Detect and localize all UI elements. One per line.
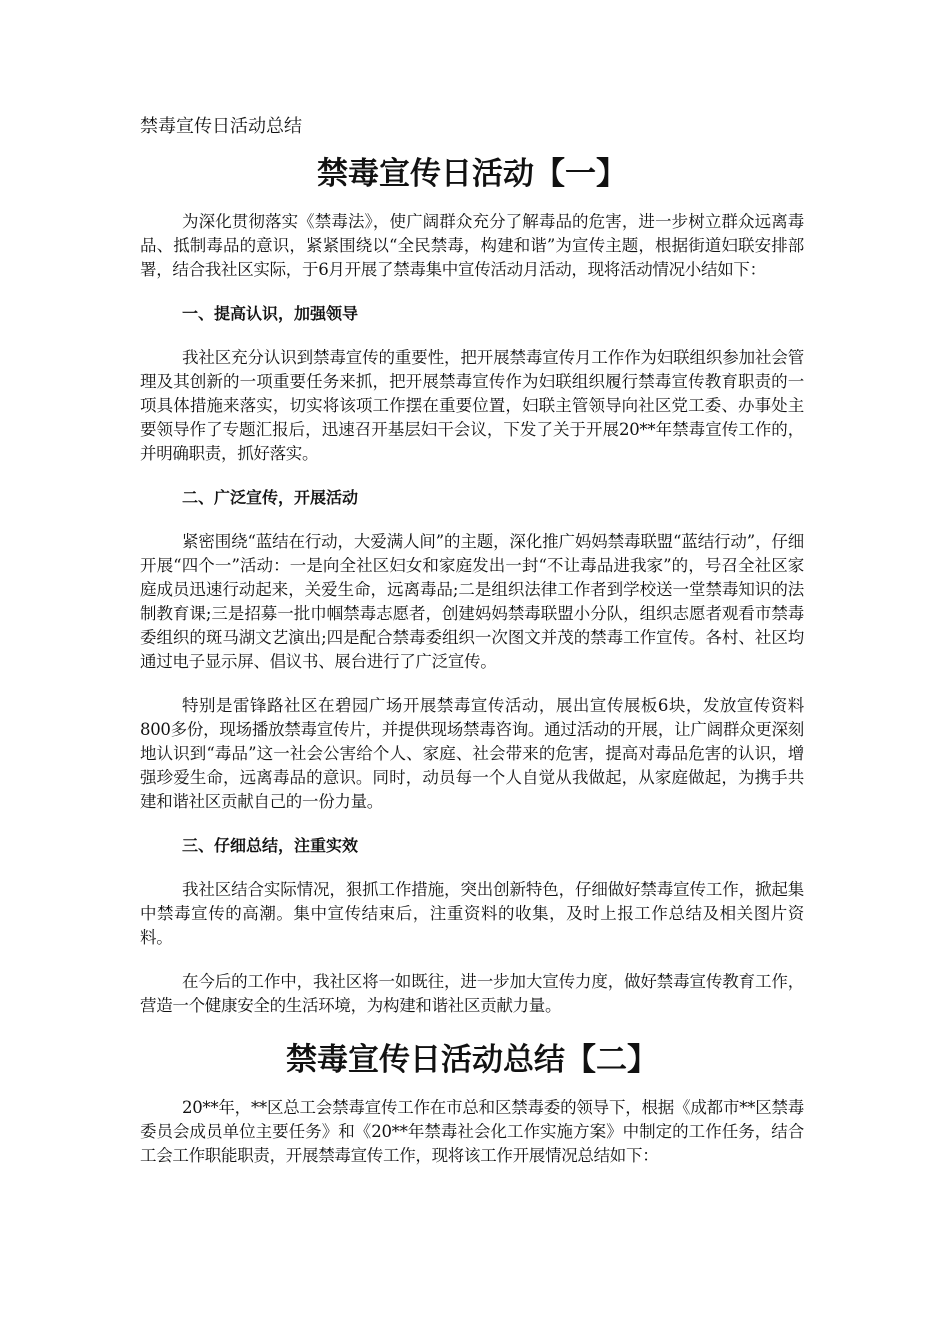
section-2-heading: 禁毒宣传日活动总结【二】 (286, 1042, 658, 1078)
section-1-intro: 为深化贯彻落实《禁毒法》，使广阔群众充分了解毒品的危害，进一步树立群众远离毒品、抵制毒品的意识，紧紧围绕以“全民禁毒，构建和谐”为宣传主题，根据街道妇联安排部署，结合我社区实际，于6月开展了禁毒集中宣传活动月活动，现将活动情况小结如下： (140, 212, 804, 279)
sub-3-paragraph-1: 我社区结合实际情况，狠抓工作措施，突出创新特色，仔细做好禁毒宣传工作，掀起集中禁毒宣传的高潮。集中宣传结束后，注重资料的收集，及时上报工作总结及相关图片资料。 (140, 880, 804, 947)
section-1-heading: 禁毒宣传日活动【一】 (317, 156, 627, 192)
sub-3-paragraph-2: 在今后的工作中，我社区将一如既往，进一步加大宣传力度，做好禁毒宣传教育工作，营造一个健康安全的生活环境，为构建和谐社区贡献力量。 (140, 972, 804, 1015)
section-2-intro: 20**年，**区总工会禁毒宣传工作在市总和区禁毒委的领导下，根据《成都市**区禁毒委员会成员单位主要任务》和《20**年禁毒社会化工作实施方案》中制定的工作任务，结合工会工作职能职责，开展禁毒宣传工作，现将该工作开展情况总结如下： (140, 1098, 804, 1165)
sub-2-paragraph-2: 特别是雷锋路社区在碧园广场开展禁毒宣传活动，展出宣传展板6块，发放宣传资料800多份，现场播放禁毒宣传片，并提供现场禁毒咨询。通过活动的开展，让广阔群众更深刻地认识到“毒品”这一社会公害给个人、家庭、社会带来的危害，提高对毒品危害的认识，增强珍爱生命，远离毒品的意识。同时，动员每一个人自觉从我做起，从家庭做起，为携手共建和谐社区贡献自己的一份力量。 (140, 696, 804, 811)
document-title: 禁毒宣传日活动总结 (140, 116, 302, 137)
sub-heading-2: 二、广泛宣传，开展活动 (182, 488, 359, 507)
document-page (140, 114, 804, 1188)
sub-2-paragraph-1: 紧密围绕“蓝结在行动，大爱满人间”的主题，深化推广妈妈禁毒联盟“蓝结行动”，仔细开展“四个一”活动：一是向全社区妇女和家庭发出一封“不让毒品进我家”的，号召全社区家庭成员迅速行动起来，关爱生命，远离毒品;二是组织法律工作者到学校送一堂禁毒知识的法制教育课;三是招募一批巾帼禁毒志愿者，创建妈妈禁毒联盟小分队，组织志愿者观看市禁毒委组织的斑马湖文艺演出;四是配合禁毒委组织一次图文并茂的禁毒工作宣传。各村、社区均通过电子显示屏、倡议书、展台进行了广泛宣传。 (140, 532, 804, 671)
sub-1-paragraph: 我社区充分认识到禁毒宣传的重要性，把开展禁毒宣传月工作作为妇联组织参加社会管理及其创新的一项重要任务来抓，把开展禁毒宣传作为妇联组织履行禁毒宣传教育职责的一项具体措施来落实，切实将该项工作摆在重要位置，妇联主管领导向社区党工委、办事处主要领导作了专题汇报后，迅速召开基层妇干会议，下发了关于开展20**年禁毒宣传工作的，并明确职责，抓好落实。 (140, 348, 804, 463)
sub-heading-1: 一、提高认识，加强领导 (182, 304, 359, 323)
sub-heading-3: 三、仔细总结，注重实效 (182, 836, 359, 855)
